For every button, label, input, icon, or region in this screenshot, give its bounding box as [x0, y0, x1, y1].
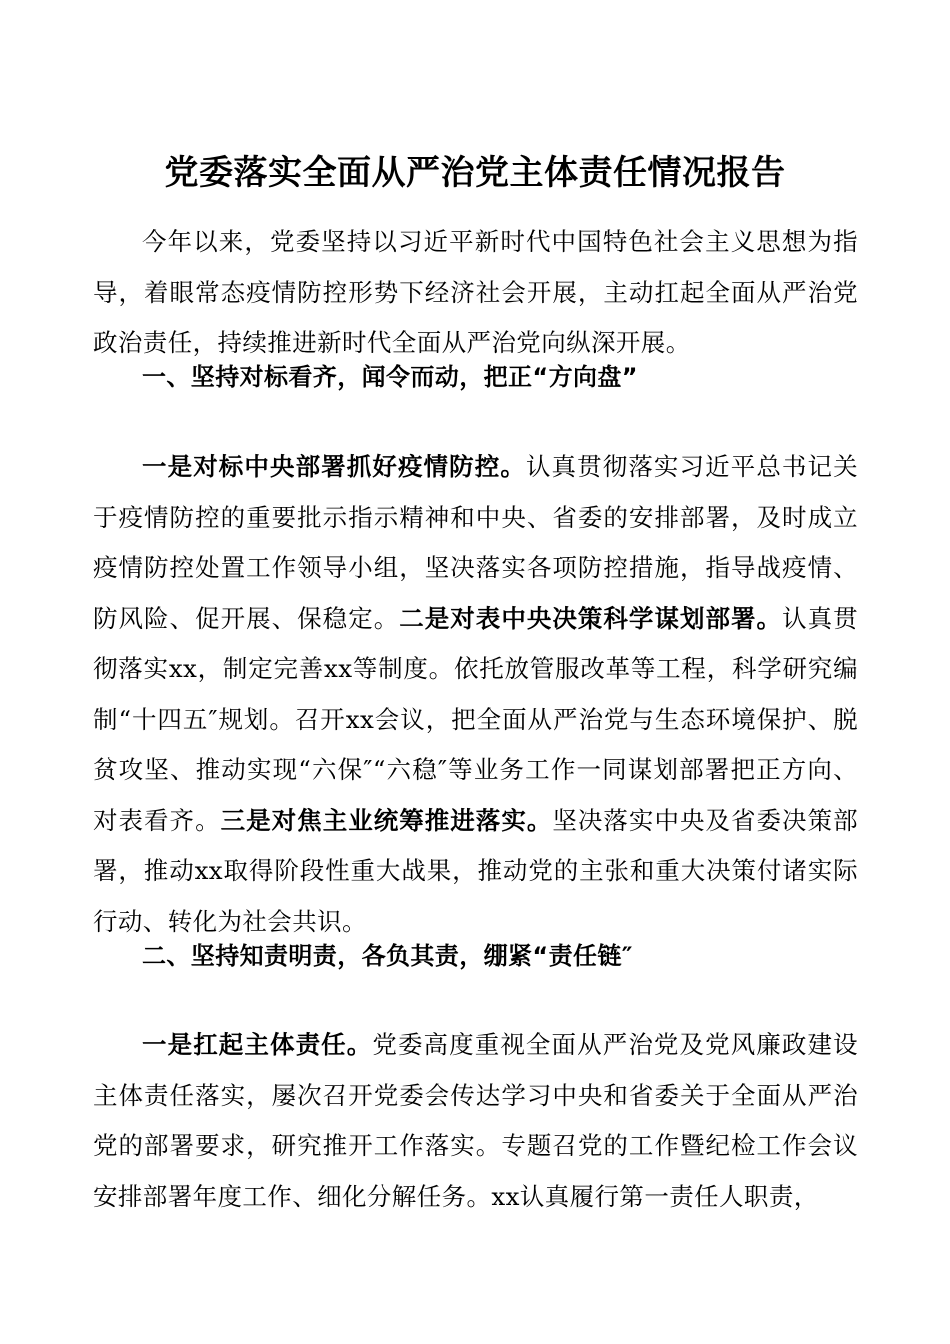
section-2-lead-1: 一是扛起主体责任。 [142, 1030, 373, 1059]
section-1-lead-2: 二是对表中央决策科学谋划部署。 [399, 603, 783, 633]
section-1-text-3: 坚决落实中央及省委决策部署，推动xx取得阶段性重大战果，推动党的主张和重大决策付诸实际行动、转化为社会共识。 [93, 805, 858, 936]
section-2-text-1: 党委高度重视全面从严治党及党风廉政建设主体责任落实，屡次召开党委会传达学习中央和省委关于全面从严治党的部署要求，研究推开工作落实。专题召党的工作暨纪检工作会议安排部署年度工作、细化分解任务。xx认真履行第一责任人职责， [93, 1030, 858, 1211]
section-1-text-1: 认真贯彻落实习近平总书记关于疫情防控的重要批示指示精神和中央、省委的安排部署，及时成立疫情防控处置工作领导小组，坚决落实各项防控措施，指导战疫情、防风险、促开展、保稳定。 [93, 452, 859, 633]
section-2-paragraph [93, 1020, 858, 1222]
section-2-heading: 二、坚持知责明责，各负其责，绷紧“责任链″ [142, 942, 633, 970]
intro-paragraph: 今年以来，党委坚持以习近平新时代中国特色社会主义思想为指导，着眼常态疫情防控形势下经济社会开展，主动扛起全面从严治党政治责任，持续推进新时代全面从严治党向纵深开展。 [93, 227, 858, 357]
document-title: 党委落实全面从严治党主体责任情况报告 [164, 153, 786, 193]
section-1-heading: 一、坚持对标看齐，闻令而动，把正“方向盘” [142, 363, 638, 391]
section-1-text-2: 认真贯彻落实xx，制定完善xx等制度。依托放管服改革等工程，科学研究编制“十四五″规划。召开xx会议，把全面从严治党与生态环境保护、脱贫攻坚、推动实现“六保″“六稳″等业务工作一同谋划部署把正方向、对表看齐。 [93, 603, 859, 835]
section-1-lead-3: 三是对焦主业统筹推进落实。 [220, 805, 553, 835]
section-1-lead-1: 一是对标中央部署抓好疫情防控。 [142, 452, 526, 481]
section-1-paragraph [93, 442, 858, 947]
